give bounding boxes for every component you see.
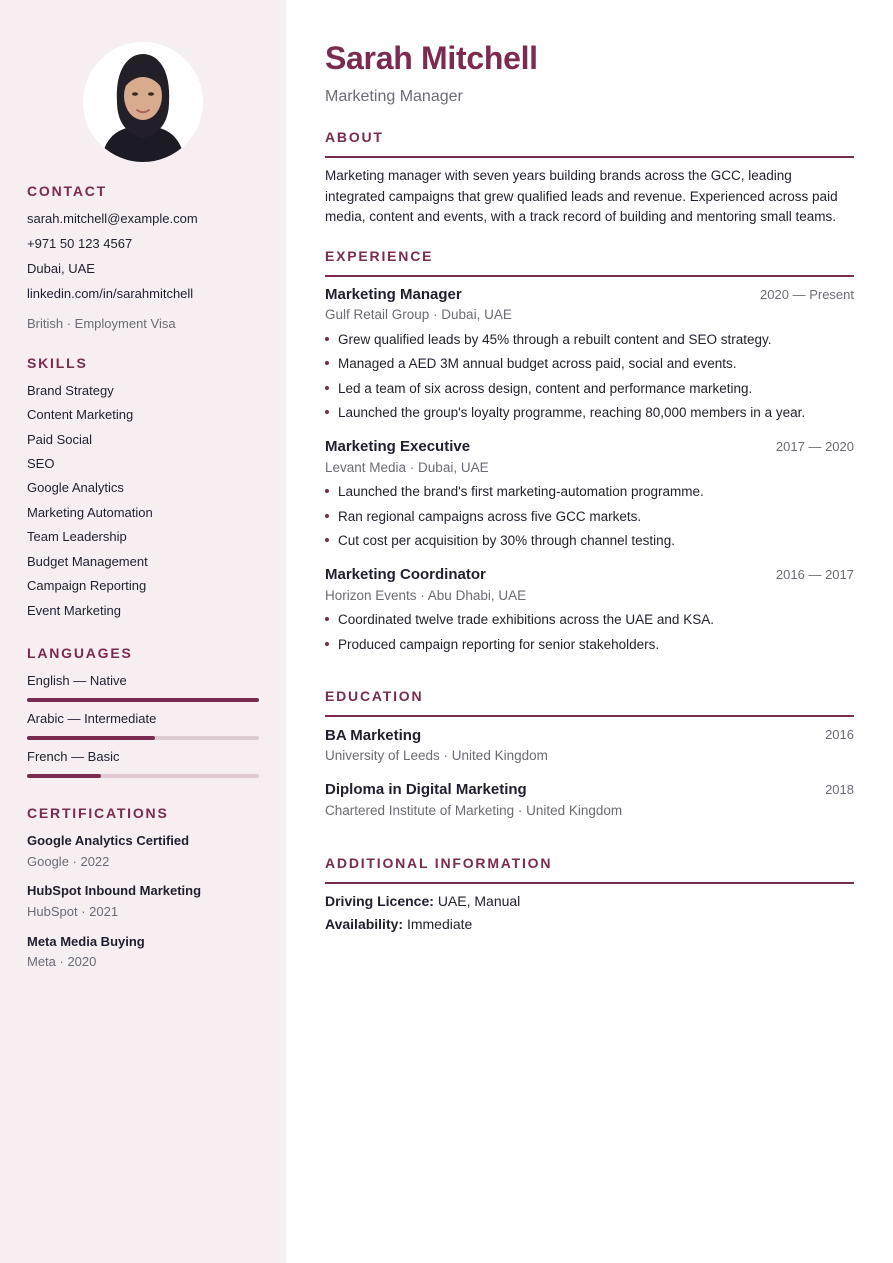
about-text: Marketing manager with seven years building brands across the GCC, leading integrated campaigns that grew qualified leads and revenue. Experienced across paid media, content and events, with a track record of building and mentoring small teams. [325,168,838,224]
skill-item: Team Leadership [27,529,127,544]
certification-name: Google Analytics Certified [27,833,190,848]
job-dates: 2020 — Present [760,287,854,302]
about-heading: ABOUT [325,129,384,145]
additional-info-value: UAE, Manual [437,893,521,909]
bullet-dot-icon [325,642,329,646]
job-bullet-text: Coordinated twelve trade exhibitions across the UAE and KSA. [338,612,714,627]
language-label: French — Basic [27,749,120,764]
education-degree: BA Marketing [325,727,422,744]
contact-heading: CONTACT [27,183,107,199]
skill-item: Campaign Reporting [27,578,147,593]
certification-name: Meta Media Buying [27,934,145,949]
candidate-role: Marketing Manager [325,88,463,105]
bullet-dot-icon [325,617,329,621]
section-divider [325,275,854,277]
bullet-dot-icon [325,538,329,542]
additional-info-item [325,893,520,909]
job-dates: 2016 — 2017 [775,567,854,582]
education-school: University of Leeds · United Kingdom [325,748,548,763]
language-level-bar [27,698,259,702]
skill-item: Content Marketing [27,407,134,422]
skills-heading: SKILLS [27,355,88,371]
job-bullet-text: Produced campaign reporting for senior stakeholders. [338,637,660,652]
job-organization: Levant Media · Dubai, UAE [325,460,489,475]
education-year: 2018 [825,782,854,797]
section-divider [325,882,854,884]
bullet-dot-icon [325,361,329,365]
job-title: Marketing Manager [325,286,462,303]
skill-item: Brand Strategy [27,383,114,398]
certification-meta: HubSpot · 2021 [27,904,119,919]
education-year: 2016 [825,727,854,742]
bullet-dot-icon [325,489,329,493]
additional-info-label: Availability: [325,916,404,932]
language-level-fill [27,774,101,778]
bullet-dot-icon [325,410,329,414]
additional-info-item [325,916,472,932]
certifications-heading: CERTIFICATIONS [27,805,169,821]
job-bullet [325,533,675,548]
languages-heading: LANGUAGES [27,645,133,661]
contact-linkedin[interactable]: linkedin.com/in/sarahmitchell [27,286,194,301]
job-bullet [325,509,641,524]
additional-info-heading: ADDITIONAL INFORMATION [325,855,553,871]
skill-item: Paid Social [27,432,93,447]
sidebar [0,0,286,1263]
contact-email[interactable]: sarah.mitchell@example.com [27,211,198,226]
candidate-name: Sarah Mitchell [325,40,538,76]
job-bullet [325,356,737,371]
job-dates: 2017 — 2020 [775,439,854,454]
additional-info-label: Driving Licence: [325,893,434,909]
contact-nationality: British · Employment Visa [27,316,176,331]
language-level-fill [27,698,259,702]
skill-item: Event Marketing [27,603,121,618]
profile-photo-icon [83,42,203,162]
certification-name: HubSpot Inbound Marketing [27,883,202,898]
skill-item: Google Analytics [27,480,124,495]
job-title: Marketing Executive [325,438,471,455]
language-level-bar [27,774,259,778]
job-bullet [325,332,772,347]
job-bullet [325,637,659,652]
avatar [83,42,203,162]
education-degree: Diploma in Digital Marketing [325,781,527,798]
job-bullet-text: Led a team of six across design, content and performance marketing. [338,381,753,396]
skill-item: Marketing Automation [27,505,153,520]
bullet-dot-icon [325,386,329,390]
job-organization: Horizon Events · Abu Dhabi, UAE [325,588,527,603]
education-school: Chartered Institute of Marketing · United Kingdom [325,803,623,818]
bullet-dot-icon [325,337,329,341]
job-bullet-text: Launched the group's loyalty programme, reaching 80,000 members in a year. [338,405,806,420]
additional-info-value: Immediate [406,916,473,932]
language-label: English — Native [27,673,127,688]
job-bullet-text: Managed a AED 3M annual budget across paid, social and events. [338,356,737,371]
job-title: Marketing Coordinator [325,566,486,583]
job-organization: Gulf Retail Group · Dubai, UAE [325,307,512,322]
skill-item: Budget Management [27,554,148,569]
bullet-dot-icon [325,514,329,518]
section-divider [325,715,854,717]
job-bullet-text: Grew qualified leads by 45% through a rebuilt content and SEO strategy. [338,332,772,347]
education-heading: EDUCATION [325,688,424,704]
certification-meta: Meta · 2020 [27,954,97,969]
job-bullet-text: Cut cost per acquisition by 30% through channel testing. [338,533,675,548]
job-bullet [325,405,805,420]
skill-item: SEO [27,456,55,471]
language-level-bar [27,736,259,740]
job-bullet-text: Ran regional campaigns across five GCC markets. [338,509,642,524]
language-label: Arabic — Intermediate [27,711,157,726]
job-bullet [325,484,704,499]
contact-location: Dubai, UAE [27,261,95,276]
contact-phone[interactable]: +971 50 123 4567 [27,236,133,251]
job-bullet-text: Launched the brand's first marketing-automation programme. [338,484,704,499]
job-bullet [325,381,752,396]
language-level-fill [27,736,155,740]
certification-meta: Google · 2022 [27,854,110,869]
job-bullet [325,612,714,627]
experience-heading: EXPERIENCE [325,248,434,264]
section-divider [325,156,854,158]
